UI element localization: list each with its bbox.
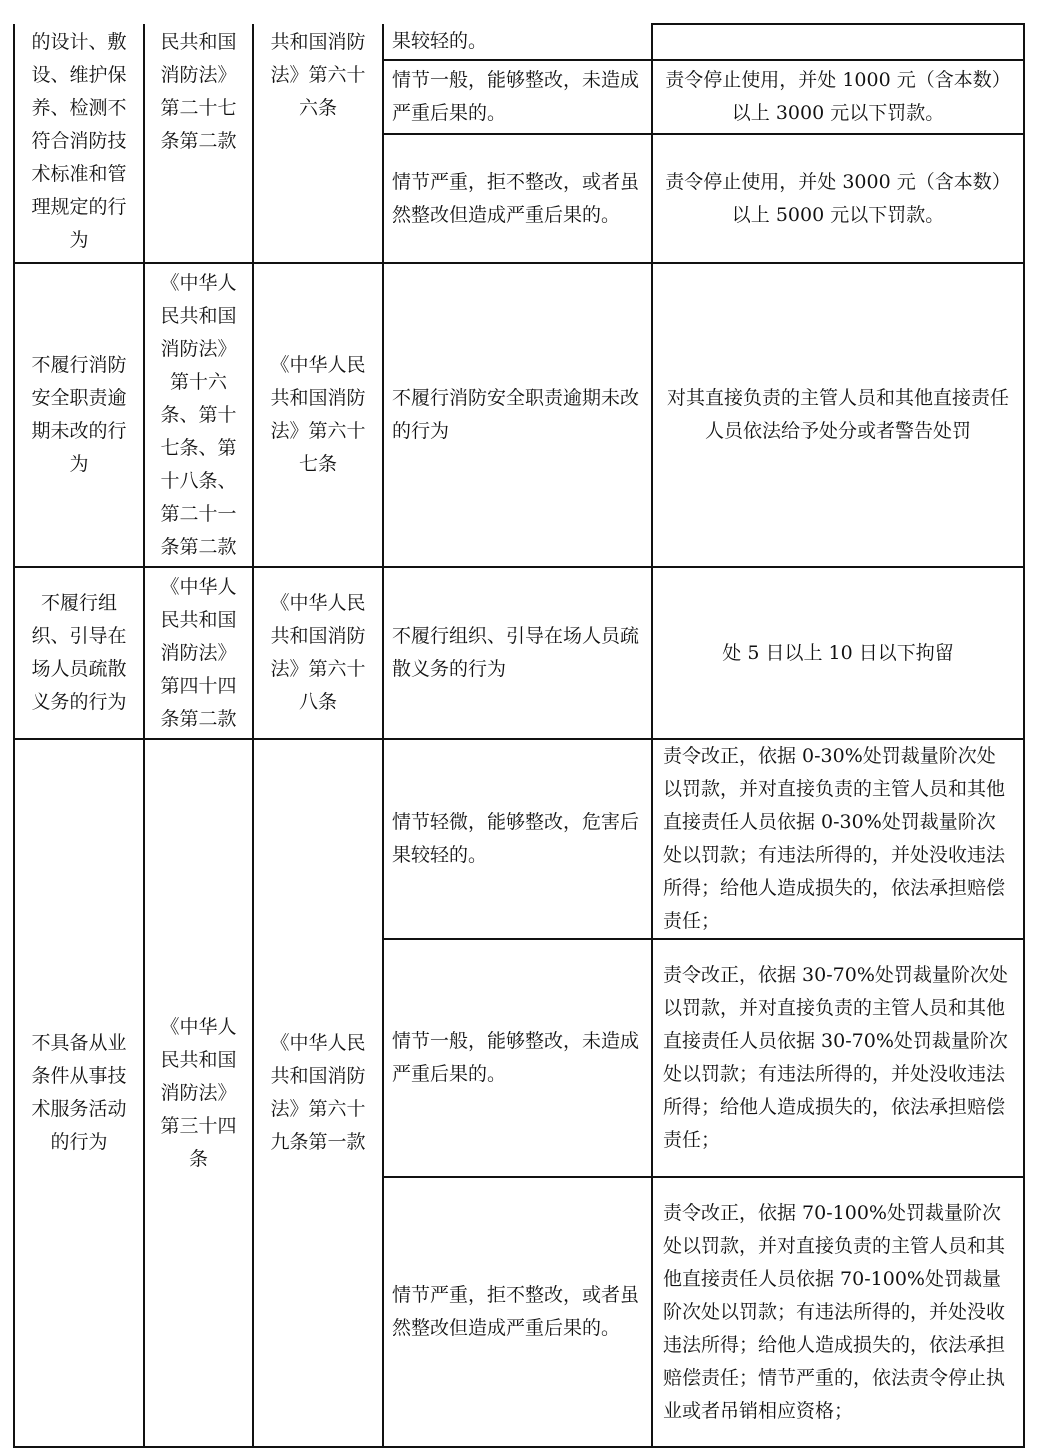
circumstance-cell: 情节严重，拒不整改，或者虽然整改但造成严重后果的。: [383, 1177, 652, 1447]
behavior-cell: 的设计、敷设、维护保养、检测不符合消防技术标准和管理规定的行为: [14, 24, 144, 263]
penalty-cell: 对其直接负责的主管人员和其他直接责任人员依法给予处分或者警告处罚: [652, 263, 1024, 567]
behavior-cell: 不履行消防安全职责逾期未改的行为: [14, 263, 144, 567]
basis-cell: 《中华人民共和国消防法》第四十四条第二款: [144, 567, 253, 739]
penalty-law-cell: 《中华人民共和国消防法》第六十九条第一款: [253, 739, 383, 1447]
penalty-cell: 责令停止使用，并处 3000 元（含本数）以上 5000 元以下罚款。: [652, 134, 1024, 263]
behavior-cell: 不履行组织、引导在场人员疏散义务的行为: [14, 567, 144, 739]
penalty-cell: 处 5 日以上 10 日以下拘留: [652, 567, 1024, 739]
table-row: [14, 263, 1024, 567]
table-row: [14, 739, 1024, 939]
basis-cell: 《中华人民共和国消防法》第十六条、第十七条、第十八条、第二十一条第二款: [144, 263, 253, 567]
table-row: [14, 567, 1024, 739]
circumstance-cell: 情节一般，能够整改，未造成严重后果的。: [383, 60, 652, 134]
circumstance-cell: 果较轻的。: [383, 24, 652, 60]
circumstance-cell: 情节一般，能够整改，未造成严重后果的。: [383, 939, 652, 1177]
penalty-discretion-table: [13, 23, 1025, 1448]
penalty-law-cell: 《中华人民共和国消防法》第六十八条: [253, 567, 383, 739]
penalty-cell: 责令改正，依据 30-70%处罚裁量阶次处以罚款，并对直接负责的主管人员和其他直接责任人员依据 30-70%处罚裁量阶次处以罚款；有违法所得的，并处没收违法所得；给他人造成损失的，依法承担赔偿责任；: [652, 939, 1024, 1177]
circumstance-cell: 不履行组织、引导在场人员疏散义务的行为: [383, 567, 652, 739]
penalty-table-page: [13, 23, 1023, 1422]
circumstance-cell: 不履行消防安全职责逾期未改的行为: [383, 263, 652, 567]
penalty-cell: [652, 24, 1024, 60]
penalty-cell: 责令停止使用，并处 1000 元（含本数）以上 3000 元以下罚款。: [652, 60, 1024, 134]
penalty-law-cell: 共和国消防法》第六十六条: [253, 24, 383, 263]
circumstance-cell: 情节轻微，能够整改，危害后果较轻的。: [383, 739, 652, 939]
basis-cell: 《中华人民共和国消防法》第三十四条: [144, 739, 253, 1447]
circumstance-cell: 情节严重，拒不整改，或者虽然整改但造成严重后果的。: [383, 134, 652, 263]
basis-cell: 民共和国消防法》第二十七条第二款: [144, 24, 253, 263]
penalty-law-cell: 《中华人民共和国消防法》第六十七条: [253, 263, 383, 567]
behavior-cell: 不具备从业条件从事技术服务活动的行为: [14, 739, 144, 1447]
table-row: [14, 24, 1024, 60]
penalty-cell: 责令改正，依据 0-30%处罚裁量阶次处以罚款，并对直接负责的主管人员和其他直接责任人员依据 0-30%处罚裁量阶次处以罚款；有违法所得的，并处没收违法所得；给他人造成损失的，依法承担赔偿责任；: [652, 739, 1024, 939]
penalty-cell: 责令改正，依据 70-100%处罚裁量阶次处以罚款，并对直接负责的主管人员和其他直接责任人员依据 70-100%处罚裁量阶次处以罚款；有违法所得的，并处没收违法所得；给他人造成损失的，依法承担赔偿责任；情节严重的，依法责令停止执业或者吊销相应资格；: [652, 1177, 1024, 1447]
